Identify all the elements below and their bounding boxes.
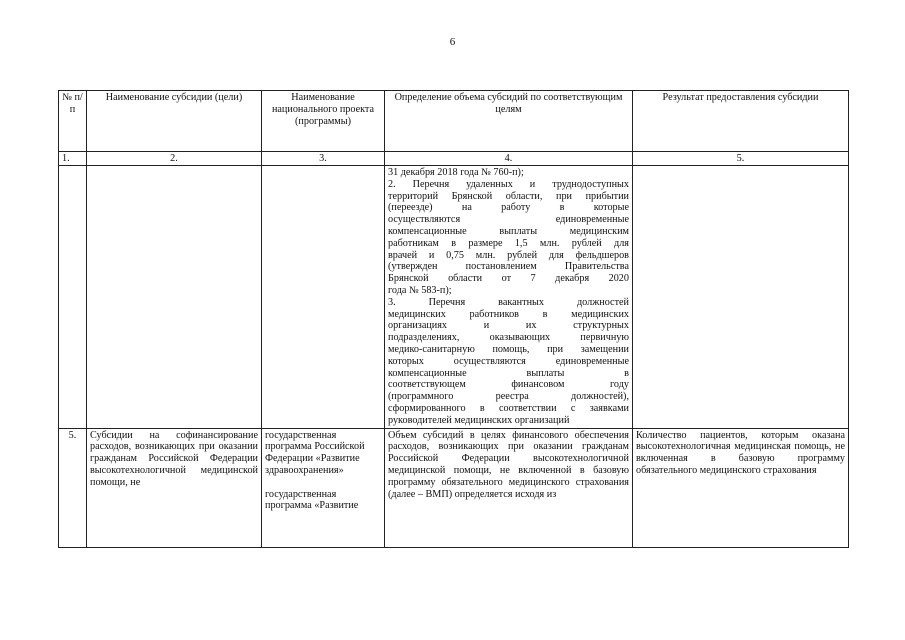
- volume-line: работникам в размере 1,5 млн. рублей для: [388, 237, 629, 249]
- cell-volume-definition: Объем субсидий в целях финансового обеспечения расходов, возникающих при оказании гражданам Российской Федерации высокотехнологичной медицинской помощи, не включенной в базовую программу обязательного медицинского страхования (далее – ВМП) определяется исходя из: [385, 428, 633, 547]
- cell-continuation-number: [59, 166, 87, 429]
- volume-line: организациях и их структурных: [388, 320, 629, 332]
- cell-continuation-result: [633, 166, 849, 429]
- column-numbering-row: [59, 152, 849, 166]
- volume-line: соответствующем финансовом году: [388, 379, 629, 391]
- volume-line: медицинских работников в медицинских: [388, 308, 629, 320]
- project-gap: [265, 477, 381, 489]
- table-row-5: [59, 428, 849, 547]
- table-row-continuation: [59, 166, 849, 429]
- volume-line: 31 декабря 2018 года № 760-п);: [388, 167, 524, 178]
- volume-line: компенсационные выплаты медицинским: [388, 225, 629, 237]
- header-subsidy-name: Наименование субсидии (цели): [87, 91, 262, 152]
- cell-continuation-subsidy: [87, 166, 262, 429]
- volume-line: (переезде) на работу в которые: [388, 202, 629, 214]
- column-number-1: 1.: [59, 152, 87, 166]
- cell-subsidy-name: Субсидии на софинансирование расходов, возникающих при оказании гражданам Российской Федерации высокотехнологичной медицинской помощи, не: [87, 428, 262, 547]
- volume-line: подразделениях, оказывающих первичную: [388, 332, 629, 344]
- cell-national-project: [262, 428, 385, 547]
- volume-line: сформированного в соответствии с заявками: [388, 402, 629, 414]
- volume-line: (программного реестра должностей),: [388, 391, 629, 403]
- page-number: 6: [449, 36, 456, 48]
- header-national-project: Наименование национального проекта (программы): [262, 91, 385, 152]
- row-number: 5.: [59, 428, 87, 547]
- column-number-2: 2.: [87, 152, 262, 166]
- volume-line: руководителей медицинских организаций: [388, 414, 570, 426]
- column-number-3: 3.: [262, 152, 385, 166]
- volume-line: территорий Брянской области, при прибытии: [388, 190, 629, 202]
- volume-line: (утвержден постановлением Правительства: [388, 261, 629, 273]
- volume-line: которых осуществляются единовременные: [388, 355, 629, 367]
- cell-result: Количество пациентов, которым оказана высокотехнологичная медицинская помощь, не включенная в базовую программу обязательного медицинского страхования: [633, 428, 849, 547]
- volume-line: 3. Перечня вакантных должностей: [388, 296, 629, 308]
- volume-line: осуществляются единовременные: [388, 214, 629, 226]
- volume-line: медико-санитарную помощь, при замещении: [388, 343, 629, 355]
- header-number: № п/п: [59, 91, 87, 152]
- volume-line: года № 583-п);: [388, 284, 452, 296]
- cell-continuation-volume: [385, 166, 633, 429]
- volume-line: 2. Перечня удаленных и труднодоступных: [388, 178, 629, 190]
- volume-line: Брянской области от 7 декабря 2020: [388, 273, 629, 285]
- cell-continuation-project: [262, 166, 385, 429]
- volume-line: компенсационные выплаты в: [388, 367, 629, 379]
- header-volume-definition: Определение объема субсидий по соответствующим целям: [385, 91, 633, 152]
- header-result: Результат предоставления субсидии: [633, 91, 849, 152]
- project-text-2: государственная программа «Развитие: [265, 488, 359, 512]
- table-header-row: [59, 91, 849, 152]
- project-text-1: государственная программа Российской Федерации «Развитие здравоохранения»: [265, 429, 365, 476]
- volume-line: врачей и 0,75 млн. рублей для фельдшеров: [388, 249, 629, 261]
- subsidy-table: [58, 90, 849, 548]
- column-number-4: 4.: [385, 152, 633, 166]
- column-number-5: 5.: [633, 152, 849, 166]
